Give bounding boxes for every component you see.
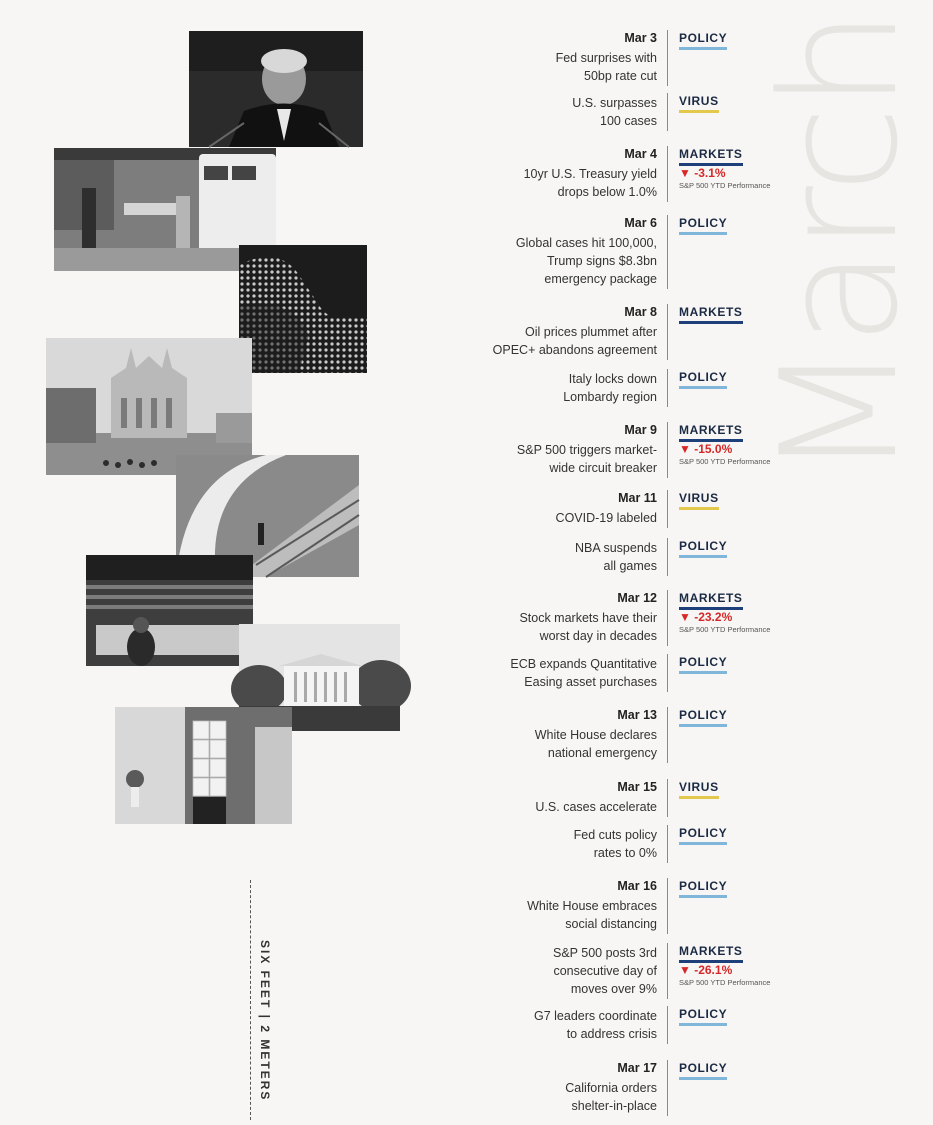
category-tag-label: POLICY [679, 539, 728, 553]
event-date: Mar 8 [624, 305, 657, 319]
sp500-performance-caption: S&P 500 YTD Performance [679, 181, 771, 190]
category-tag-label: POLICY [679, 826, 728, 840]
event-date: Mar 4 [624, 147, 657, 161]
event-divider [667, 878, 668, 934]
category-tag-label: POLICY [679, 1061, 728, 1075]
category-tag-label: VIRUS [679, 491, 719, 505]
event-description-line: White House declares [534, 728, 657, 742]
sp500-performance-value: ▼ -26.1% [679, 963, 733, 977]
category-tag [679, 31, 727, 50]
event-description-line: worst day in decades [539, 629, 657, 643]
category-tag [679, 423, 743, 442]
category-tag-label: POLICY [679, 708, 728, 722]
category-tag-label: POLICY [679, 879, 728, 893]
event-divider [667, 779, 668, 817]
event-description-line: 10yr U.S. Treasury yield [523, 167, 657, 181]
event-description-line: shelter-in-place [571, 1099, 657, 1113]
event-description-line: social distancing [565, 917, 657, 931]
sp500-performance-caption: S&P 500 YTD Performance [679, 457, 771, 466]
event-date: Mar 9 [624, 423, 657, 437]
category-tag-label: MARKETS [679, 147, 743, 161]
event-description-line: S&P 500 posts 3rd [552, 946, 657, 960]
sp500-performance-value: ▼ -23.2% [679, 610, 733, 624]
category-tag [679, 147, 743, 166]
event-date: Mar 3 [624, 31, 657, 45]
category-tag-label: MARKETS [679, 423, 743, 437]
category-tag-label: POLICY [679, 31, 728, 45]
category-underline [679, 232, 727, 235]
category-underline [679, 796, 719, 799]
event-description-line: to address crisis [566, 1027, 657, 1041]
event-description-line: rates to 0% [593, 846, 657, 860]
event-divider [667, 304, 668, 360]
event-description-line: Lombardy region [563, 390, 657, 404]
category-tag [679, 780, 719, 799]
sp500-performance-value: ▼ -15.0% [679, 442, 733, 456]
led-screen-photo [239, 245, 367, 373]
event-description-line: ECB expands Quantitative [510, 657, 657, 671]
sp500-performance-caption: S&P 500 YTD Performance [679, 978, 771, 987]
event-divider [667, 93, 668, 131]
event-date: Mar 6 [624, 216, 657, 230]
category-tag [679, 826, 727, 845]
event-date: Mar 17 [617, 1061, 657, 1075]
event-divider [667, 825, 668, 863]
event-description-line: Easing asset purchases [524, 675, 657, 689]
event-divider [667, 1006, 668, 1044]
event-description-line: White House embraces [527, 899, 657, 913]
sp500-performance-value: ▼ -3.1% [679, 166, 726, 180]
category-underline [679, 1077, 727, 1080]
event-description-line: U.S. cases accelerate [535, 800, 657, 814]
basketball-arena-photo [86, 555, 253, 666]
event-description-line: California orders [565, 1081, 657, 1095]
event-description-line: Fed surprises with [555, 51, 657, 65]
category-underline [679, 1023, 727, 1026]
category-tag [679, 94, 719, 113]
event-date: Mar 15 [617, 780, 657, 794]
event-description-line: OPEC+ abandons agreement [492, 343, 657, 357]
category-underline [679, 321, 743, 324]
sp500-performance-caption: S&P 500 YTD Performance [679, 625, 771, 634]
event-divider [667, 215, 668, 289]
event-divider [667, 146, 668, 202]
category-underline [679, 507, 719, 510]
event-description-line: Stock markets have their [519, 611, 657, 625]
event-description-line: moves over 9% [570, 982, 657, 996]
category-tag [679, 591, 743, 610]
category-tag-label: VIRUS [679, 780, 719, 794]
powell-photo [189, 31, 363, 147]
event-date: Mar 12 [617, 591, 657, 605]
event-description-line: 100 cases [600, 114, 657, 128]
category-tag-label: MARKETS [679, 305, 743, 319]
event-description-line: Oil prices plummet after [525, 325, 657, 339]
event-divider [667, 30, 668, 86]
event-description-line: G7 leaders coordinate [534, 1009, 657, 1023]
category-tag [679, 539, 727, 558]
category-tag [679, 1007, 727, 1026]
event-date: Mar 13 [617, 708, 657, 722]
category-underline [679, 895, 727, 898]
event-description-line: 50bp rate cut [584, 69, 657, 83]
event-description-line: U.S. surpasses [572, 96, 657, 110]
event-divider [667, 1060, 668, 1116]
event-divider [667, 943, 668, 999]
category-tag [679, 879, 727, 898]
category-tag-label: VIRUS [679, 94, 719, 108]
event-description-line: drops below 1.0% [557, 185, 657, 199]
event-description-line: Trump signs $8.3bn [546, 254, 657, 268]
category-tag-label: POLICY [679, 1007, 728, 1021]
event-description-line: Global cases hit 100,000, [515, 236, 657, 250]
event-description-line: S&P 500 triggers market- [516, 443, 657, 457]
category-underline [679, 671, 727, 674]
event-date: Mar 11 [618, 491, 657, 505]
event-description-line: all games [603, 559, 657, 573]
event-divider [667, 369, 668, 407]
event-description-line: national emergency [547, 746, 657, 760]
category-tag [679, 1061, 727, 1080]
toilet-paper-photo [115, 707, 292, 824]
category-tag [679, 491, 719, 510]
event-description-line: wide circuit breaker [549, 461, 657, 475]
category-tag [679, 944, 743, 963]
event-description-line: COVID-19 labeled [555, 511, 657, 525]
category-tag [679, 216, 727, 235]
category-tag-label: POLICY [679, 370, 728, 384]
category-underline [679, 47, 727, 50]
category-tag-label: MARKETS [679, 944, 743, 958]
category-tag-label: MARKETS [679, 591, 743, 605]
category-tag-label: POLICY [679, 655, 728, 669]
category-underline [679, 110, 719, 113]
event-description-line: consecutive day of [553, 964, 657, 978]
category-tag-label: POLICY [679, 216, 728, 230]
category-underline [679, 555, 727, 558]
category-tag [679, 370, 727, 389]
category-underline [679, 842, 727, 845]
category-tag [679, 708, 727, 727]
event-divider [667, 707, 668, 763]
category-tag [679, 655, 727, 674]
event-divider [667, 538, 668, 576]
six-feet-label: SIX FEET | 2 METERS [258, 936, 272, 1105]
category-tag [679, 305, 743, 324]
event-divider [667, 654, 668, 692]
event-description-line: NBA suspends [575, 541, 657, 555]
category-underline [679, 724, 727, 727]
event-divider [667, 590, 668, 646]
event-description-line: emergency package [544, 272, 657, 286]
event-divider [667, 422, 668, 478]
month-watermark-text: March [746, 12, 933, 480]
event-description-line: Italy locks down [568, 372, 657, 386]
event-divider [667, 490, 668, 528]
month-watermark [746, 12, 933, 480]
six-feet-ruler [250, 880, 253, 1120]
category-underline [679, 386, 727, 389]
event-description-line: Fed cuts policy [573, 828, 657, 842]
event-date: Mar 16 [617, 879, 657, 893]
